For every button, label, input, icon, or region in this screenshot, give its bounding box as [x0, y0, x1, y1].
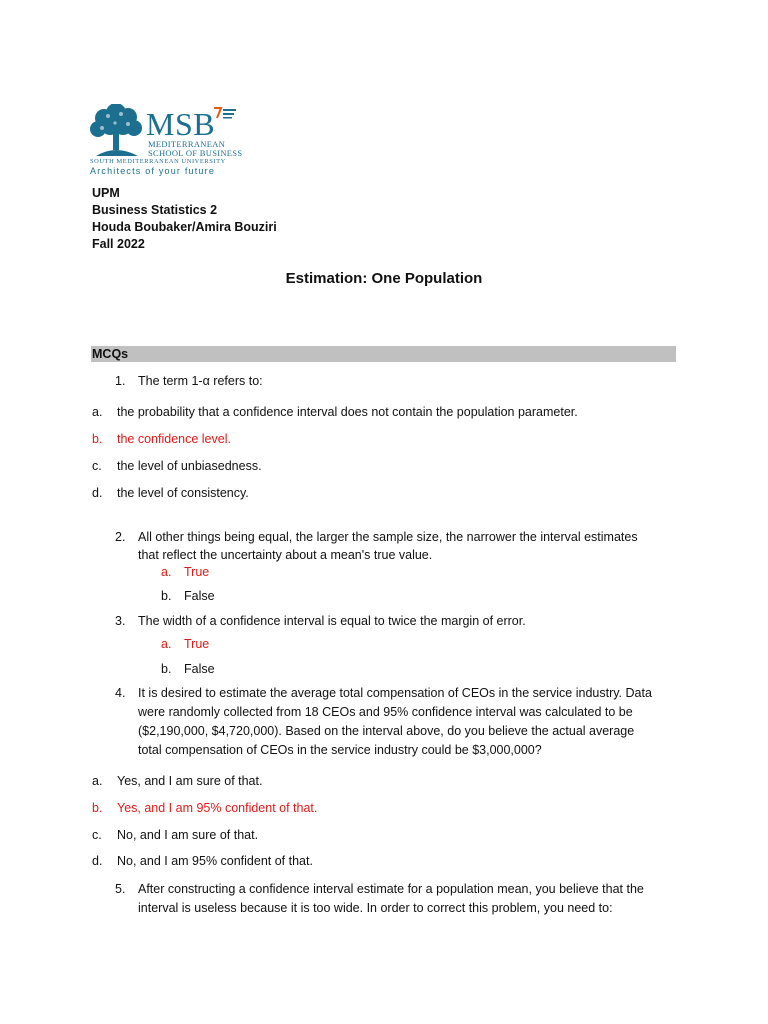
- q4-option-d: No, and I am 95% confident of that.: [117, 854, 313, 868]
- q4-option-a-letter: a.: [92, 774, 103, 788]
- q3-option-a-letter: a.: [161, 637, 172, 651]
- q2-option-a-letter: a.: [161, 565, 172, 579]
- accreditation-badge-icon: [212, 106, 238, 120]
- q1-option-b-letter: b.: [92, 432, 103, 446]
- logo-tagline: Architects of your future: [90, 166, 216, 176]
- section-header-mcqs: [91, 346, 676, 362]
- q3-option-b-letter: b.: [161, 662, 172, 676]
- logo-subtitle-line2: SCHOOL OF BUSINESS: [148, 148, 243, 158]
- course-info: [92, 185, 277, 253]
- question-4-line3: ($2,190,000, $4,720,000). Based on the interval above, do you believe the actual average: [138, 724, 635, 738]
- question-3-number: 3.: [115, 614, 126, 628]
- q1-option-a: the probability that a confidence interval does not contain the population parameter.: [117, 405, 578, 419]
- q2-option-a-answer: True: [184, 565, 210, 579]
- logo-brand-text: MSB: [146, 106, 216, 142]
- instructors: Houda Boubaker/Amira Bouziri: [92, 220, 277, 234]
- question-1-text: The term 1-α refers to:: [138, 374, 263, 388]
- question-2-line1: All other things being equal, the larger the sample size, the narrower the interval estimates: [138, 530, 638, 544]
- q1-option-b-answer: the confidence level.: [117, 432, 231, 446]
- question-4-line4: total compensation of CEOs in the service industry could be $3,000,000?: [138, 743, 542, 757]
- q2-option-b-letter: b.: [161, 589, 172, 603]
- question-5-number: 5.: [115, 882, 126, 896]
- question-2-number: 2.: [115, 530, 126, 544]
- question-3-text: The width of a confidence interval is equal to twice the margin of error.: [138, 614, 526, 628]
- q4-option-d-letter: d.: [92, 854, 103, 868]
- q3-option-b: False: [184, 662, 215, 676]
- question-4-line1: It is desired to estimate the average total compensation of CEOs in the service industry. Data: [138, 686, 652, 700]
- q4-option-c-letter: c.: [92, 828, 102, 842]
- q1-option-c: the level of unbiasedness.: [117, 459, 262, 473]
- page-title: Estimation: One Population: [285, 270, 483, 287]
- q4-option-a: Yes, and I am sure of that.: [117, 774, 263, 788]
- q4-option-b-answer: Yes, and I am 95% confident of that.: [117, 801, 318, 815]
- course-name: Business Statistics 2: [92, 203, 218, 217]
- question-2-line2: that reflect the uncertainty about a mean's true value.: [138, 548, 433, 562]
- tree-logo-icon: [88, 104, 146, 158]
- q4-option-c: No, and I am sure of that.: [117, 828, 259, 842]
- logo-university: SOUTH MEDITERRANEAN UNIVERSITY: [90, 158, 226, 165]
- institution-label: UPM: [92, 186, 120, 200]
- question-5-line2: interval is useless because it is too wide. In order to correct this problem, you need to:: [138, 901, 613, 915]
- question-4-line2: were randomly collected from 18 CEOs and 95% confidence interval was calculated to be: [138, 705, 633, 719]
- section-label: MCQs: [92, 347, 129, 361]
- logo-subtitle-line1: MEDITERRANEAN: [148, 139, 226, 149]
- q2-option-b: False: [184, 589, 215, 603]
- question-1-number: 1.: [115, 374, 126, 388]
- q1-option-c-letter: c.: [92, 459, 102, 473]
- q1-option-d-letter: d.: [92, 486, 103, 500]
- question-4-number: 4.: [115, 686, 126, 700]
- semester: Fall 2022: [92, 237, 145, 251]
- msb-logo: [88, 104, 244, 178]
- question-5-line1: After constructing a confidence interval estimate for a population mean, you believe that the: [138, 882, 644, 896]
- q4-option-b-letter: b.: [92, 801, 103, 815]
- q1-option-d: the level of consistency.: [117, 486, 249, 500]
- q1-option-a-letter: a.: [92, 405, 103, 419]
- q3-option-a-answer: True: [184, 637, 210, 651]
